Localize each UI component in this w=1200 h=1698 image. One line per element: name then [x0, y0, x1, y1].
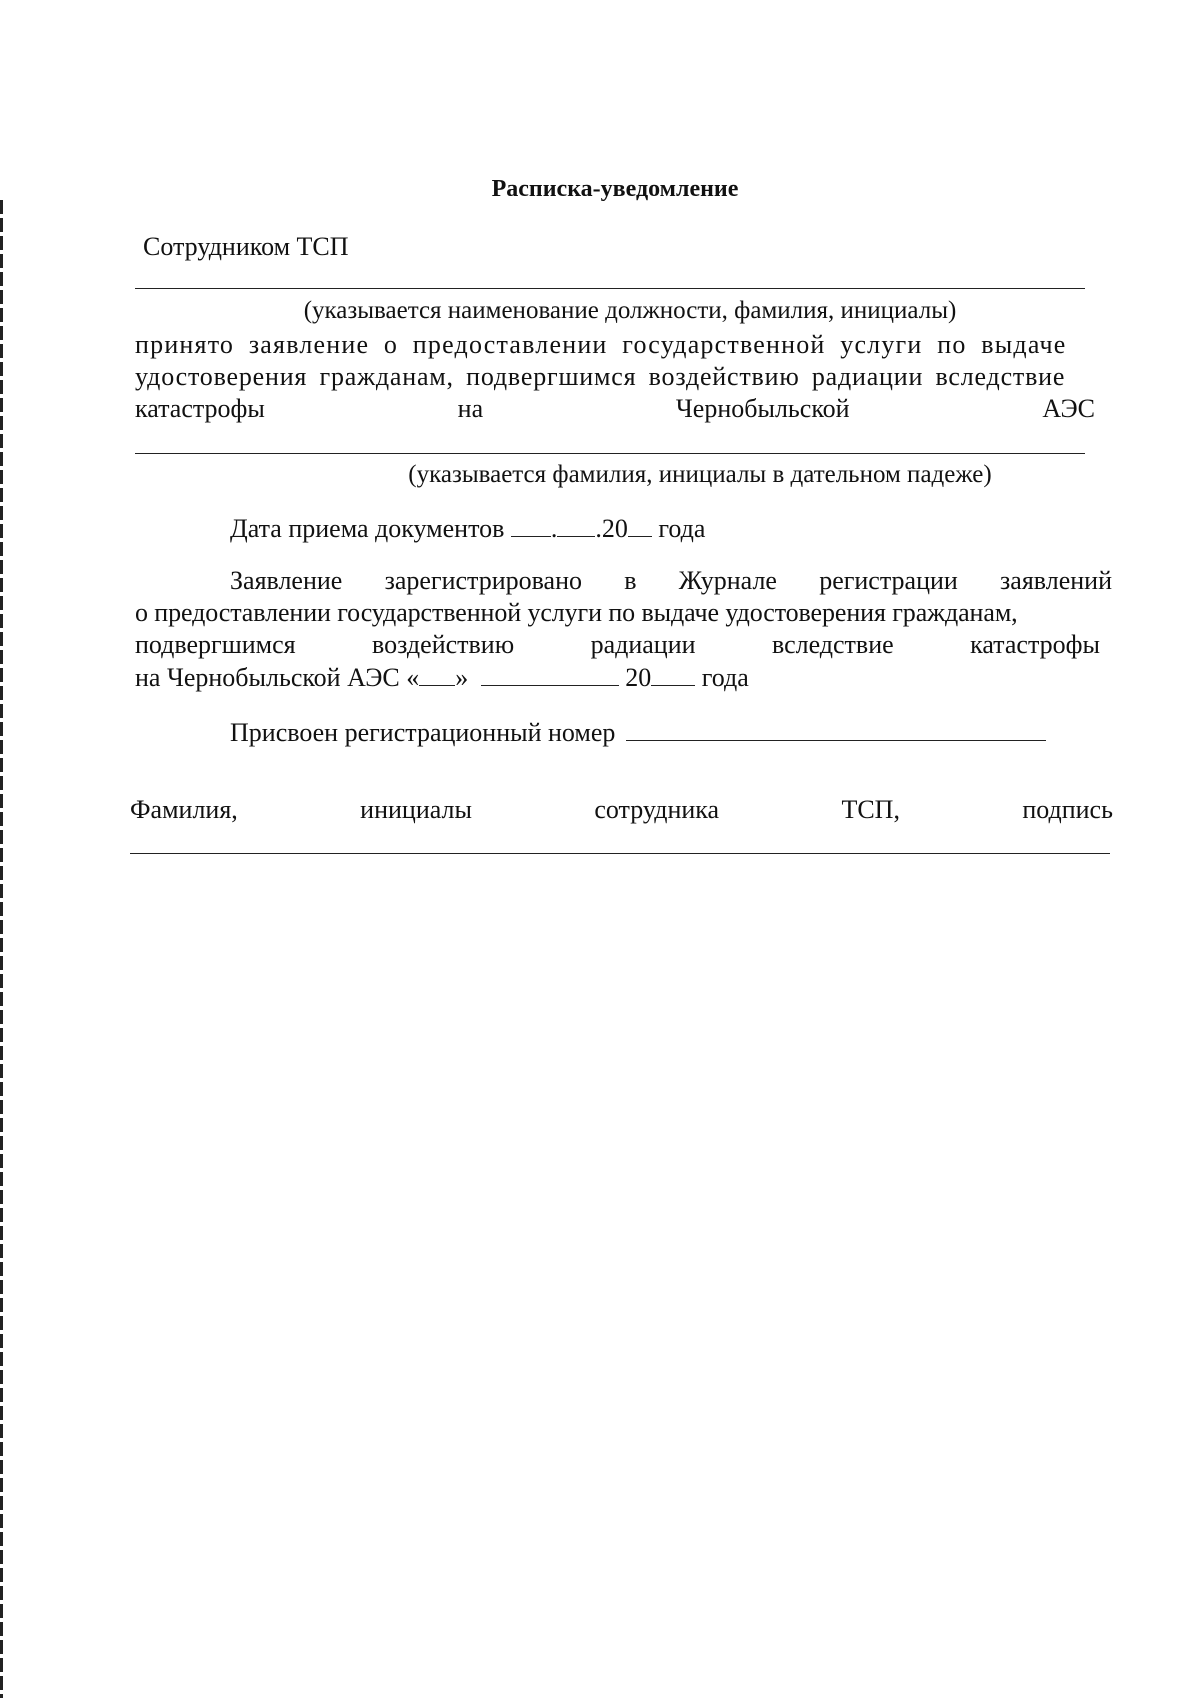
registered-word: вследствие	[771, 630, 894, 659]
registered-word: заявлений	[1000, 566, 1112, 595]
employee-position-line[interactable]	[135, 288, 1085, 289]
accepted-word: Чернобыльской	[675, 394, 850, 423]
date-century: .20	[595, 514, 628, 543]
date-label: Дата приема документов	[230, 514, 505, 543]
date-row	[230, 514, 705, 544]
registered-word: воздействию	[372, 630, 515, 659]
registered-line-4	[135, 663, 749, 693]
registered-word: в	[624, 566, 637, 595]
document-title: Расписка-уведомление	[491, 176, 739, 202]
reg-number-field[interactable]	[626, 718, 1046, 741]
date-year-field[interactable]	[628, 514, 652, 537]
registered-line-3	[135, 630, 1100, 660]
register-month-field[interactable]	[481, 663, 619, 686]
accepted-line-2-text: удостоверения гражданам, подвергшимся воздействию радиации вследствие	[135, 362, 1066, 391]
applicant-caption: (указывается фамилия, инициалы в дательном падеже)	[408, 461, 992, 488]
registered-word: Заявление	[230, 566, 343, 595]
date-separator-1: .	[550, 514, 558, 543]
accepted-word: на	[457, 394, 484, 423]
registered-word: подвергшимся	[135, 630, 296, 659]
registered-line-4-prefix: на Чернобыльской АЭС «	[135, 663, 420, 692]
date-suffix: года	[658, 514, 706, 543]
signature-caption	[130, 795, 1113, 825]
register-day-field[interactable]	[419, 663, 455, 686]
registered-line-4-suffix: года	[701, 663, 749, 692]
signature-word: сотрудника	[594, 795, 720, 824]
registered-line-4-close: »	[455, 663, 469, 692]
accepted-line-1	[135, 330, 1100, 360]
registered-word: Журнале	[678, 566, 777, 595]
register-year-field[interactable]	[651, 663, 695, 686]
registered-line-2: о предоставлении государственной услуги по выдаче удостоверения гражданам,	[135, 598, 1018, 627]
date-day-field[interactable]	[511, 514, 551, 537]
employee-intro: Сотрудником ТСП	[143, 232, 349, 261]
signature-word: инициалы	[360, 795, 472, 824]
reg-number-row	[230, 718, 1046, 748]
signature-word: Фамилия,	[130, 795, 238, 824]
reg-number-label: Присвоен регистрационный номер	[230, 718, 616, 747]
position-caption: (указывается наименование должности, фамилия, инициалы)	[303, 297, 957, 324]
signature-word: ТСП,	[841, 795, 900, 824]
registered-line-1	[230, 566, 1112, 596]
signature-line[interactable]	[130, 853, 1110, 854]
date-month-field[interactable]	[557, 514, 595, 537]
registered-line-4-year: 20	[625, 663, 652, 692]
accepted-line-2	[135, 362, 1100, 392]
registered-word: зарегистрировано	[384, 566, 583, 595]
accepted-word: АЭС	[1042, 394, 1095, 423]
accepted-word: катастрофы	[135, 394, 265, 423]
accepted-line-3	[135, 394, 1095, 424]
scan-left-edge	[0, 200, 3, 1698]
registered-word: катастрофы	[970, 630, 1100, 659]
accepted-line-1-text: принято заявление о предоставлении государственной услуги по выдаче	[135, 330, 1067, 359]
registered-word: регистрации	[819, 566, 958, 595]
applicant-name-line[interactable]	[135, 453, 1085, 454]
registered-word: радиации	[590, 630, 696, 659]
signature-word: подпись	[1022, 795, 1113, 824]
